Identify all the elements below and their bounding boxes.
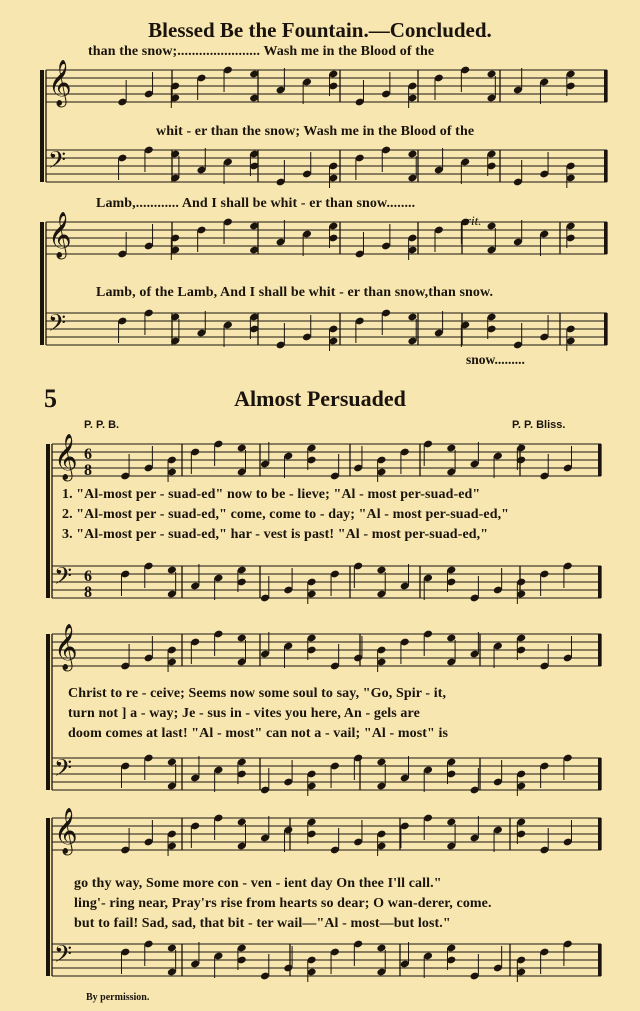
bass-clef: 𝄢 (54, 754, 73, 787)
time-signature: 6 (84, 446, 92, 463)
system-bracket (46, 818, 50, 976)
lower-hymn-title: Almost Persuaded (234, 386, 406, 411)
final-barline (598, 566, 601, 598)
s2-verse-1: Christ to re - ceive; Seems now some soul to say, "Go, Spir - it, (68, 686, 447, 701)
s3-verse-3: but to fail! Sad, sad, that bit - ter wail—"Al - most—but lost." (74, 916, 451, 931)
bass-clef: 𝄢 (48, 146, 67, 179)
upper-line2-bass-lyrics: Lamb, of the Lamb, And I shall be whit - er than snow,than snow. (96, 285, 494, 300)
s3-verse-2: ling'- ring near, Pray'rs rise from hearts so dear; O wan-derer, come. (74, 896, 492, 911)
upper-line1-bass-lyrics: whit - er than the snow; Wash me in the Blood of the (156, 124, 475, 139)
final-barline (604, 70, 607, 102)
treble-clef: 𝄞 (54, 434, 78, 480)
final-barline (598, 818, 601, 850)
upper-line2-bass-tail: snow......... (466, 352, 525, 367)
treble-clef: 𝄞 (48, 212, 72, 258)
treble-clef: 𝄞 (48, 60, 72, 106)
treble-clef: 𝄞 (54, 624, 78, 670)
bass-clef: 𝄢 (54, 562, 73, 595)
final-barline (598, 444, 601, 476)
time-signature: 8 (84, 584, 92, 601)
upper-line2-soprano-lyrics: Lamb,............ And I shall be whit - er than snow........ (96, 196, 416, 211)
s3-verse-1: go thy way, Some more con - ven - ient day On thee I'll call." (74, 876, 442, 891)
treble-clef: 𝄞 (54, 808, 78, 854)
s1-verse-1: 1. "Al-most per - suad-ed" now to be - lieve; "Al - most per-suad-ed" (62, 487, 481, 502)
lyricist-credit: P. P. B. (84, 419, 120, 431)
system-bracket (46, 444, 50, 598)
s1-verse-2: 2. "Al-most per - suad-ed," come, come to - day; "Al - most per-suad-ed," (62, 507, 510, 522)
composer-credit: P. P. Bliss. (512, 419, 566, 431)
time-signature: 8 (84, 462, 92, 479)
final-barline (598, 944, 601, 976)
upper-hymn-title: Blessed Be the Fountain.—Concluded. (148, 18, 492, 42)
bass-clef: 𝄢 (48, 309, 67, 342)
final-barline (604, 313, 607, 345)
s2-verse-2: turn not ] a - way; Je - sus in - vites you here, An - gels are (68, 706, 420, 721)
time-signature: 6 (84, 568, 92, 585)
final-barline (598, 758, 601, 790)
bass-clef: 𝄢 (54, 940, 73, 973)
upper-line1-soprano-lyrics: than the snow;....................... Wash me in the Blood of the (88, 44, 435, 59)
system-bracket (40, 222, 44, 345)
s2-verse-3: doom comes at last! "Al - most" can not a - vail; "Al - most" is (68, 726, 449, 741)
hymn-number: 5 (44, 384, 57, 413)
system-bracket (40, 70, 44, 182)
final-barline (604, 150, 607, 182)
permission-note: By permission. (86, 992, 150, 1003)
final-barline (604, 222, 607, 254)
ritardando-marking: rit. (466, 213, 482, 228)
s1-verse-3: 3. "Al-most per - suad-ed," har - vest is past! "Al - most per-suad-ed," (62, 527, 489, 542)
final-barline (598, 634, 601, 666)
system-bracket (46, 634, 50, 790)
